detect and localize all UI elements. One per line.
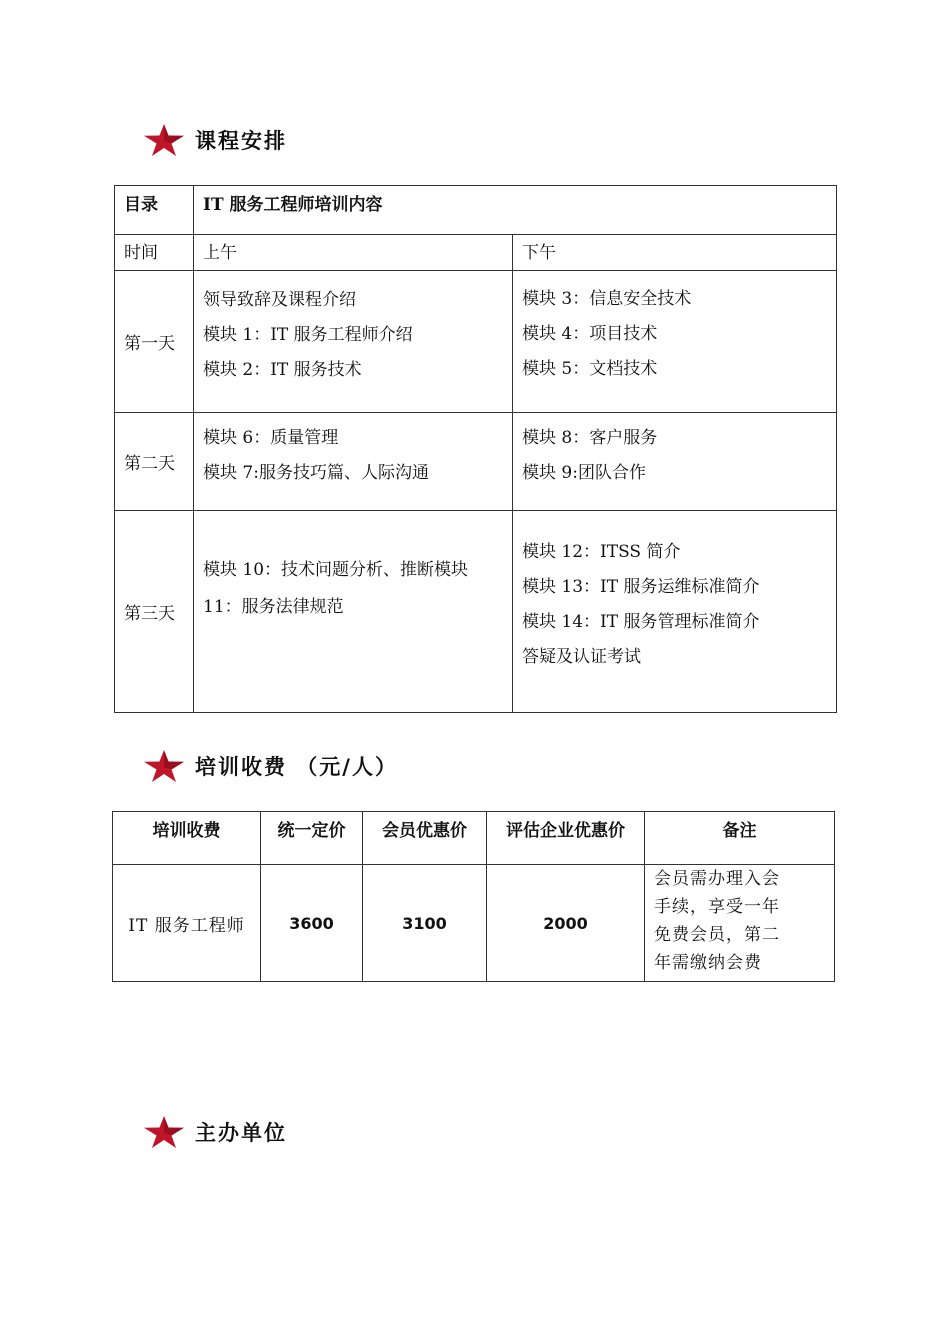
fee-header: 统一定价 xyxy=(261,812,363,865)
table-row xyxy=(113,865,835,982)
table-row xyxy=(115,413,837,511)
schedule-table xyxy=(114,185,837,713)
member-price: 3100 xyxy=(363,865,487,982)
note-line: 会员需办理入会 xyxy=(654,869,780,889)
schedule-item: 模块 14：IT 服务管理标准简介 xyxy=(522,612,760,632)
fee-header: 备注 xyxy=(645,812,835,865)
section-title-organizer: 主办单位 xyxy=(195,1121,287,1145)
schedule-item: 模块 4：项目技术 xyxy=(522,324,658,344)
schedule-item: 模块 12：ITSS 简介 xyxy=(522,542,681,562)
section-heading-fees xyxy=(143,746,398,786)
note-line: 手续，享受一年 xyxy=(654,897,780,917)
table-row xyxy=(115,511,837,713)
fee-header: 评估企业优惠价 xyxy=(487,812,645,865)
am-content xyxy=(194,413,513,511)
fee-note xyxy=(645,865,835,982)
am-content xyxy=(194,271,513,413)
course-name: IT 服务工程师 xyxy=(113,865,261,982)
schedule-item: 模块 13：IT 服务运维标准简介 xyxy=(522,577,760,597)
schedule-item: 11：服务法律规范 xyxy=(203,597,344,617)
standard-price: 3600 xyxy=(261,865,363,982)
toc-label: 目录 xyxy=(115,186,194,235)
day-label: 第三天 xyxy=(115,511,194,713)
note-line: 免费会员，第二 xyxy=(654,925,780,945)
section-heading-schedule xyxy=(143,120,287,160)
day-label: 第二天 xyxy=(115,413,194,511)
schedule-item: 模块 8：客户服务 xyxy=(522,428,658,448)
star-icon xyxy=(143,749,185,783)
fee-header: 会员优惠价 xyxy=(363,812,487,865)
schedule-item: 模块 3：信息安全技术 xyxy=(522,289,692,309)
table-row xyxy=(115,186,837,235)
section-title-fees: 培训收费 （元/人） xyxy=(195,755,398,779)
table-row xyxy=(113,812,835,865)
pm-content xyxy=(513,511,837,713)
am-label: 上午 xyxy=(194,235,513,271)
section-heading-organizer xyxy=(143,1112,287,1152)
schedule-item: 模块 7:服务技巧篇、人际沟通 xyxy=(203,463,429,483)
schedule-item: 模块 6：质量管理 xyxy=(203,428,339,448)
note-line: 年需缴纳会费 xyxy=(654,953,762,973)
day-label: 第一天 xyxy=(115,271,194,413)
content-title: IT 服务工程师培训内容 xyxy=(194,186,837,235)
time-label: 时间 xyxy=(115,235,194,271)
schedule-item: 模块 5：文档技术 xyxy=(522,359,658,379)
pm-content xyxy=(513,413,837,511)
schedule-item: 模块 2：IT 服务技术 xyxy=(203,360,362,380)
star-icon xyxy=(143,123,185,157)
pm-label: 下午 xyxy=(513,235,837,271)
section-title-schedule: 课程安排 xyxy=(195,129,287,153)
fees-table xyxy=(112,811,835,982)
schedule-item: 模块 9:团队合作 xyxy=(522,463,646,483)
am-content xyxy=(194,511,513,713)
table-row xyxy=(115,235,837,271)
schedule-item: 答疑及认证考试 xyxy=(522,647,641,667)
schedule-item: 模块 10：技术问题分析、推断模块 xyxy=(203,560,469,580)
pm-content xyxy=(513,271,837,413)
star-icon xyxy=(143,1115,185,1149)
table-row xyxy=(115,271,837,413)
fee-header: 培训收费 xyxy=(113,812,261,865)
schedule-item: 模块 1：IT 服务工程师介绍 xyxy=(203,325,413,345)
schedule-item: 领导致辞及课程介绍 xyxy=(203,290,356,310)
enterprise-price: 2000 xyxy=(487,865,645,982)
